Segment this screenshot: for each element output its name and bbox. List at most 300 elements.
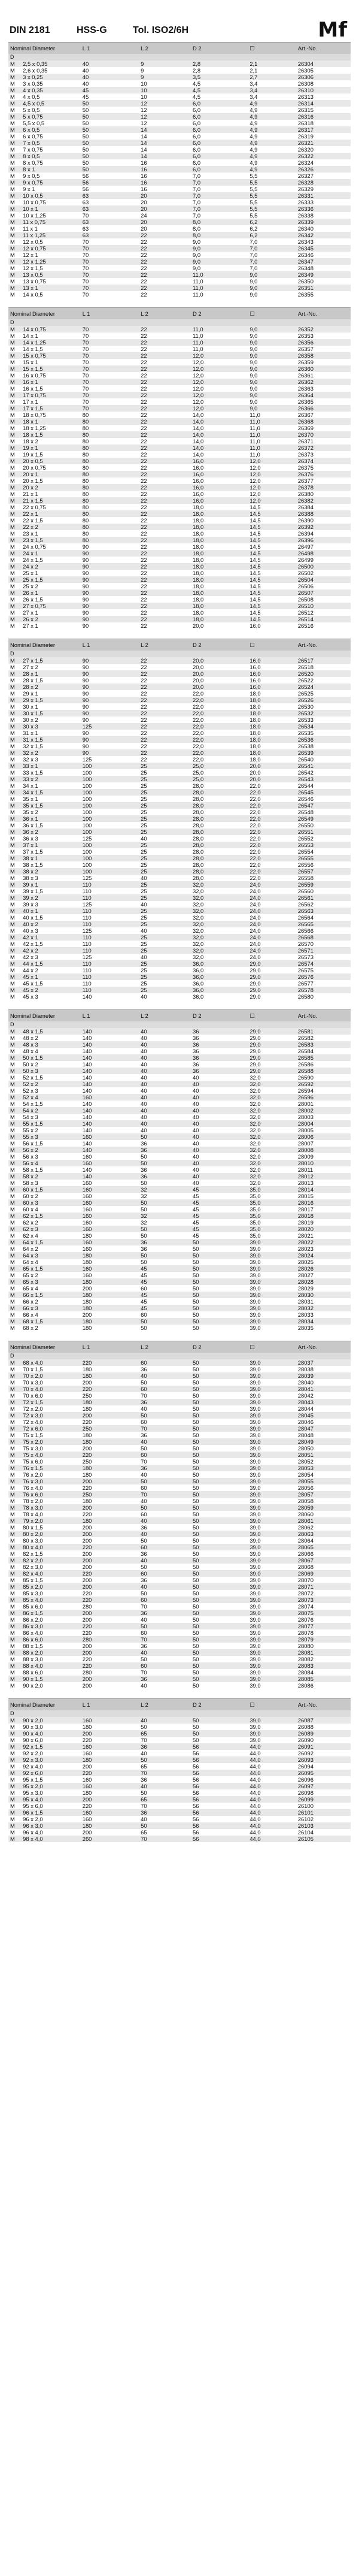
nominal-size: 72 x 1,5 (21, 1399, 81, 1405)
article-number: 26088 (296, 1724, 351, 1730)
l2-value: 65 (139, 1730, 191, 1737)
table-row (8, 1133, 351, 1140)
d2-value: 45 (191, 1193, 248, 1199)
table-row (8, 749, 351, 756)
l2-value: 45 (139, 1278, 191, 1285)
l1-value: 220 (81, 1590, 139, 1597)
d2-value: 6,0 (191, 146, 248, 153)
article-number: 26315 (296, 107, 351, 113)
square-value: 22,0 (248, 782, 296, 789)
article-number: 28014 (296, 1186, 351, 1193)
l2-value: 22 (139, 265, 191, 271)
article-number: 28060 (296, 1511, 351, 1517)
series-label: Mf (318, 18, 347, 42)
l2-value: 25 (139, 947, 191, 954)
d2-value: 28,0 (191, 835, 248, 842)
square-value: 14,5 (248, 517, 296, 524)
table-row (8, 80, 351, 87)
square-value: 39,0 (248, 1577, 296, 1583)
nominal-size: 48 x 1,5 (21, 1028, 81, 1035)
l2-value: 22 (139, 238, 191, 245)
article-number: 26390 (296, 517, 351, 524)
l1-value: 160 (81, 1213, 139, 1219)
square-value: 44,0 (248, 1776, 296, 1783)
l1-value: 63 (81, 232, 139, 238)
table-row (8, 212, 351, 219)
d2-value: 56 (191, 1783, 248, 1789)
table-row (8, 352, 351, 359)
thread-prefix: M (8, 835, 21, 842)
l2-value: 22 (139, 583, 191, 589)
thread-prefix: M (8, 379, 21, 385)
l1-value: 90 (81, 684, 139, 690)
d2-value: 22,0 (191, 749, 248, 756)
nominal-size: 65 x 2 (21, 1272, 81, 1278)
square-value: 39,0 (248, 1425, 296, 1432)
table-row (8, 809, 351, 815)
l2-value: 36 (139, 1577, 191, 1583)
square-value: 4,9 (248, 133, 296, 140)
l1-value: 180 (81, 1399, 139, 1405)
table-row (8, 1544, 351, 1550)
square-value: 39,0 (248, 1458, 296, 1465)
thread-prefix: M (8, 192, 21, 199)
table-row (8, 987, 351, 993)
article-number: 28078 (296, 1629, 351, 1636)
table-row (8, 1511, 351, 1517)
article-number: 28004 (296, 1120, 351, 1127)
table-row (8, 842, 351, 848)
nominal-size: 39 x 3 (21, 901, 81, 908)
table-row (8, 1550, 351, 1557)
square-value: 24,0 (248, 894, 296, 901)
d2-value: 16,0 (191, 484, 248, 491)
square-value: 3,4 (248, 80, 296, 87)
table-row (8, 392, 351, 398)
l1-value: 90 (81, 622, 139, 629)
table-row (8, 140, 351, 146)
table-header-row (8, 308, 351, 319)
square-value: 6,2 (248, 232, 296, 238)
l2-value: 40 (139, 1081, 191, 1087)
thread-prefix: M (8, 1550, 21, 1557)
l2-header: L 2 (139, 639, 191, 651)
table-row (8, 1597, 351, 1603)
article-number: 26517 (296, 657, 351, 664)
nominal-size: 56 x 2 (21, 1147, 81, 1153)
l1-value: 50 (81, 107, 139, 113)
square-value: 44,0 (248, 1796, 296, 1803)
l2-value: 50 (139, 1318, 191, 1325)
nominal-size: 10 x 0,5 (21, 192, 81, 199)
l2-value: 45 (139, 1272, 191, 1278)
d2-value: 2,8 (191, 67, 248, 74)
l2-value: 22 (139, 622, 191, 629)
article-number: 26554 (296, 848, 351, 855)
thread-prefix: M (8, 1669, 21, 1676)
table-row (8, 1219, 351, 1226)
thread-prefix: M (8, 1803, 21, 1809)
nominal-size: 68 x 1,5 (21, 1318, 81, 1325)
table-row (8, 1590, 351, 1597)
l1-value: 100 (81, 763, 139, 769)
square-value: 44,0 (248, 1829, 296, 1836)
tolerance-label: Tol. ISO2/6H (133, 25, 189, 35)
square-value: 39,0 (248, 1399, 296, 1405)
square-value: 32,0 (248, 1107, 296, 1114)
l2-value: 45 (139, 1292, 191, 1298)
l1-value: 80 (81, 412, 139, 418)
d2-value: 50 (191, 1676, 248, 1682)
l1-value: 160 (81, 1186, 139, 1193)
l1-value: 180 (81, 1465, 139, 1471)
d2-value: 32,0 (191, 941, 248, 947)
nominal-size: 48 x 4 (21, 1048, 81, 1054)
article-number: 26508 (296, 596, 351, 603)
thread-prefix: M (8, 510, 21, 517)
thread-prefix: M (8, 1616, 21, 1623)
nominal-size: 52 x 4 (21, 1094, 81, 1100)
art-no-header: Art.-No. (296, 43, 351, 54)
nominal-size: 12 x 1 (21, 252, 81, 258)
d2-value: 50 (191, 1399, 248, 1405)
l2-value: 16 (139, 186, 191, 192)
l1-value: 80 (81, 464, 139, 471)
l2-value: 45 (139, 1305, 191, 1311)
article-number: 26092 (296, 1750, 351, 1756)
nominal-size: 18 x 2 (21, 438, 81, 445)
square-value: 14,5 (248, 576, 296, 583)
square-value: 39,0 (248, 1544, 296, 1550)
thread-prefix: M (8, 703, 21, 710)
square-value: 4,9 (248, 146, 296, 153)
square-value: 29,0 (248, 1054, 296, 1061)
d2-value: 18,0 (191, 583, 248, 589)
article-number: 28035 (296, 1325, 351, 1331)
square-value: 20,0 (248, 769, 296, 776)
table-row (8, 159, 351, 166)
nominal-size: 24 x 2 (21, 563, 81, 570)
l2-value: 25 (139, 960, 191, 967)
l2-value: 25 (139, 782, 191, 789)
l2-value: 22 (139, 730, 191, 736)
nominal-size: 38 x 1,5 (21, 861, 81, 868)
thread-prefix: M (8, 796, 21, 802)
d2-value: 18,0 (191, 616, 248, 622)
nominal-size: 88 x 1,5 (21, 1643, 81, 1649)
nominal-size: 28 x 1,5 (21, 677, 81, 684)
square-value: 12,0 (248, 458, 296, 464)
thread-prefix: M (8, 1636, 21, 1643)
article-number: 26576 (296, 973, 351, 980)
l2-value: 60 (139, 1544, 191, 1550)
d2-value: 14,0 (191, 425, 248, 431)
square-value: 9,0 (248, 379, 296, 385)
nominal-size: 30 x 3 (21, 723, 81, 730)
table-row (8, 1471, 351, 1478)
l1-value: 100 (81, 848, 139, 855)
article-number: 26577 (296, 980, 351, 987)
table-row (8, 1803, 351, 1809)
square-value: 9,0 (248, 365, 296, 372)
l1-value: 160 (81, 1206, 139, 1213)
nominal-size: 96 x 1,5 (21, 1809, 81, 1816)
thread-prefix: M (8, 271, 21, 278)
l1-value: 140 (81, 1041, 139, 1048)
article-number: 26550 (296, 822, 351, 829)
article-number: 26535 (296, 730, 351, 736)
table-row (8, 379, 351, 385)
square-value: 22,0 (248, 802, 296, 809)
article-number: 26336 (296, 205, 351, 212)
table-row (8, 657, 351, 664)
article-number: 26585 (296, 1054, 351, 1061)
article-number: 26510 (296, 603, 351, 609)
l2-value: 32 (139, 1193, 191, 1199)
article-number: 26322 (296, 153, 351, 159)
square-value: 39,0 (248, 1662, 296, 1669)
table-row (8, 93, 351, 100)
table-row (8, 829, 351, 835)
l2-value: 50 (139, 1259, 191, 1265)
table-row (8, 1610, 351, 1616)
l2-value: 40 (139, 1054, 191, 1061)
table-row (8, 346, 351, 352)
article-number: 26565 (296, 921, 351, 927)
d2-value: 45 (191, 1199, 248, 1206)
nominal-size: 50 x 1,5 (21, 1054, 81, 1061)
article-number: 28024 (296, 1252, 351, 1259)
thread-prefix: M (8, 173, 21, 179)
table-row (8, 1724, 351, 1730)
square-value: 14,5 (248, 583, 296, 589)
l2-value: 36 (139, 1776, 191, 1783)
size-table-grid (8, 1010, 351, 1331)
table-row (8, 1199, 351, 1206)
d2-value: 50 (191, 1730, 248, 1737)
nominal-diameter-header: Nominal Diameter (8, 1010, 81, 1021)
d2-value: 22,0 (191, 716, 248, 723)
thread-prefix: M (8, 947, 21, 954)
square-value: 14,5 (248, 596, 296, 603)
table-row (8, 954, 351, 960)
table-row (8, 1035, 351, 1041)
nominal-size: 50 x 3 (21, 1068, 81, 1074)
thread-prefix: M (8, 1087, 21, 1094)
l1-value: 40 (81, 80, 139, 87)
d2-value: 50 (191, 1537, 248, 1544)
table-row (8, 126, 351, 133)
l2-value: 10 (139, 87, 191, 93)
nominal-size: 78 x 4,0 (21, 1511, 81, 1517)
nominal-size: 76 x 3,0 (21, 1478, 81, 1484)
square-value: 32,0 (248, 1180, 296, 1186)
thread-prefix: M (8, 1147, 21, 1153)
d2-value: 22,0 (191, 697, 248, 703)
l2-value: 16 (139, 159, 191, 166)
square-value: 12,0 (248, 471, 296, 477)
l2-value: 25 (139, 763, 191, 769)
l1-value: 90 (81, 603, 139, 609)
thread-prefix: M (8, 1597, 21, 1603)
nominal-size: 75 x 1,5 (21, 1432, 81, 1438)
nominal-size: 45 x 1 (21, 973, 81, 980)
article-number: 26310 (296, 87, 351, 93)
nominal-size: 2,6 x 0,35 (21, 67, 81, 74)
nominal-size: 24 x 1,5 (21, 557, 81, 563)
square-value: 18,0 (248, 697, 296, 703)
l1-value: 50 (81, 153, 139, 159)
d2-value: 18,0 (191, 504, 248, 510)
table-row (8, 1756, 351, 1763)
table-row (8, 1193, 351, 1199)
article-number: 26365 (296, 398, 351, 405)
l2-value: 65 (139, 1763, 191, 1770)
thread-prefix: M (8, 1829, 21, 1836)
article-number: 28010 (296, 1160, 351, 1166)
square-value: 32,0 (248, 1081, 296, 1087)
article-number: 26090 (296, 1737, 351, 1743)
square-value: 39,0 (248, 1629, 296, 1636)
thread-prefix: M (8, 1305, 21, 1311)
nominal-size: 60 x 1,5 (21, 1186, 81, 1193)
l1-value: 100 (81, 861, 139, 868)
l1-value: 140 (81, 1028, 139, 1035)
table-row (8, 543, 351, 550)
square-value: 22,0 (248, 848, 296, 855)
table-row (8, 934, 351, 941)
d2-value: 56 (191, 1763, 248, 1770)
nominal-size: 58 x 1,5 (21, 1166, 81, 1173)
d2-value: 36,0 (191, 973, 248, 980)
l2-value: 40 (139, 1120, 191, 1127)
square-header: ☐ (248, 308, 296, 319)
article-number: 28049 (296, 1438, 351, 1445)
l1-value: 140 (81, 1048, 139, 1054)
d2-value: 6,0 (191, 140, 248, 146)
article-number: 28031 (296, 1298, 351, 1305)
d2-value: 50 (191, 1484, 248, 1491)
nominal-size: 40 x 2 (21, 921, 81, 927)
l1-value: 80 (81, 510, 139, 517)
d2-value: 50 (191, 1392, 248, 1399)
d2-value: 28,0 (191, 842, 248, 848)
nominal-size: 86 x 1,5 (21, 1610, 81, 1616)
square-value: 39,0 (248, 1517, 296, 1524)
l2-value: 70 (139, 1770, 191, 1776)
l2-value: 50 (139, 1445, 191, 1452)
article-number: 26320 (296, 146, 351, 153)
article-number: 28064 (296, 1537, 351, 1544)
table-row (8, 418, 351, 425)
l2-value: 25 (139, 855, 191, 861)
table-row (8, 710, 351, 716)
nominal-size: 22 x 1 (21, 510, 81, 517)
l1-value: 180 (81, 1305, 139, 1311)
nominal-size: 80 x 4,0 (21, 1544, 81, 1550)
d2-value: 40 (191, 1107, 248, 1114)
article-number: 26352 (296, 326, 351, 332)
l1-value: 200 (81, 1531, 139, 1537)
l2-value: 22 (139, 557, 191, 563)
l2-value: 50 (139, 1724, 191, 1730)
article-number: 26349 (296, 271, 351, 278)
article-number: 28011 (296, 1166, 351, 1173)
l1-value: 63 (81, 219, 139, 225)
l1-value: 70 (81, 326, 139, 332)
nominal-size: 32 x 2 (21, 749, 81, 756)
d2-value: 40 (191, 1120, 248, 1127)
d2-value: 36 (191, 1028, 248, 1035)
thread-prefix: M (8, 736, 21, 743)
l2-value: 25 (139, 822, 191, 829)
thread-prefix: M (8, 908, 21, 914)
table-row (8, 438, 351, 445)
l2-value: 22 (139, 517, 191, 524)
square-value: 39,0 (248, 1484, 296, 1491)
standard-label: DIN 2181 (10, 25, 50, 35)
nominal-size: 88 x 3,0 (21, 1656, 81, 1662)
nominal-size: 15 x 0,75 (21, 352, 81, 359)
square-value: 24,0 (248, 888, 296, 894)
d2-value: 50 (191, 1649, 248, 1656)
table-row (8, 980, 351, 987)
d2-value: 36,0 (191, 980, 248, 987)
article-number: 26361 (296, 372, 351, 379)
table-row (8, 464, 351, 471)
article-number: 26099 (296, 1796, 351, 1803)
article-number: 26370 (296, 431, 351, 438)
d2-value: 36 (191, 1061, 248, 1068)
table-row (8, 451, 351, 458)
article-number: 28084 (296, 1669, 351, 1676)
article-number: 28072 (296, 1590, 351, 1597)
l1-value: 50 (81, 159, 139, 166)
article-number: 26098 (296, 1789, 351, 1796)
square-value: 4,9 (248, 166, 296, 173)
article-number: 26388 (296, 510, 351, 517)
l1-value: 250 (81, 1491, 139, 1498)
l1-value: 200 (81, 1478, 139, 1484)
l1-value: 160 (81, 1750, 139, 1756)
l1-value: 140 (81, 1166, 139, 1173)
nominal-size: 48 x 2 (21, 1035, 81, 1041)
thread-prefix: M (8, 749, 21, 756)
l1-value: 180 (81, 1438, 139, 1445)
thread-prefix: M (8, 225, 21, 232)
l2-value: 32 (139, 1186, 191, 1193)
thread-prefix: M (8, 921, 21, 927)
l1-value: 160 (81, 1219, 139, 1226)
square-value: 16,0 (248, 677, 296, 684)
l2-value: 50 (139, 1412, 191, 1419)
d2-value: 6,0 (191, 126, 248, 133)
nominal-size: 13 x 0,5 (21, 271, 81, 278)
square-value: 5,5 (248, 199, 296, 205)
d2-value: 7,0 (191, 212, 248, 219)
l1-value: 80 (81, 425, 139, 431)
nominal-size: 95 x 2,0 (21, 1783, 81, 1789)
thread-prefix: M (8, 153, 21, 159)
d2-value: 12,0 (191, 385, 248, 392)
d2-value: 18,0 (191, 563, 248, 570)
table-row (8, 1386, 351, 1392)
l1-value: 140 (81, 1068, 139, 1074)
l1-value: 160 (81, 1133, 139, 1140)
article-number: 26557 (296, 868, 351, 875)
square-value: 18,0 (248, 730, 296, 736)
square-value: 5,5 (248, 212, 296, 219)
